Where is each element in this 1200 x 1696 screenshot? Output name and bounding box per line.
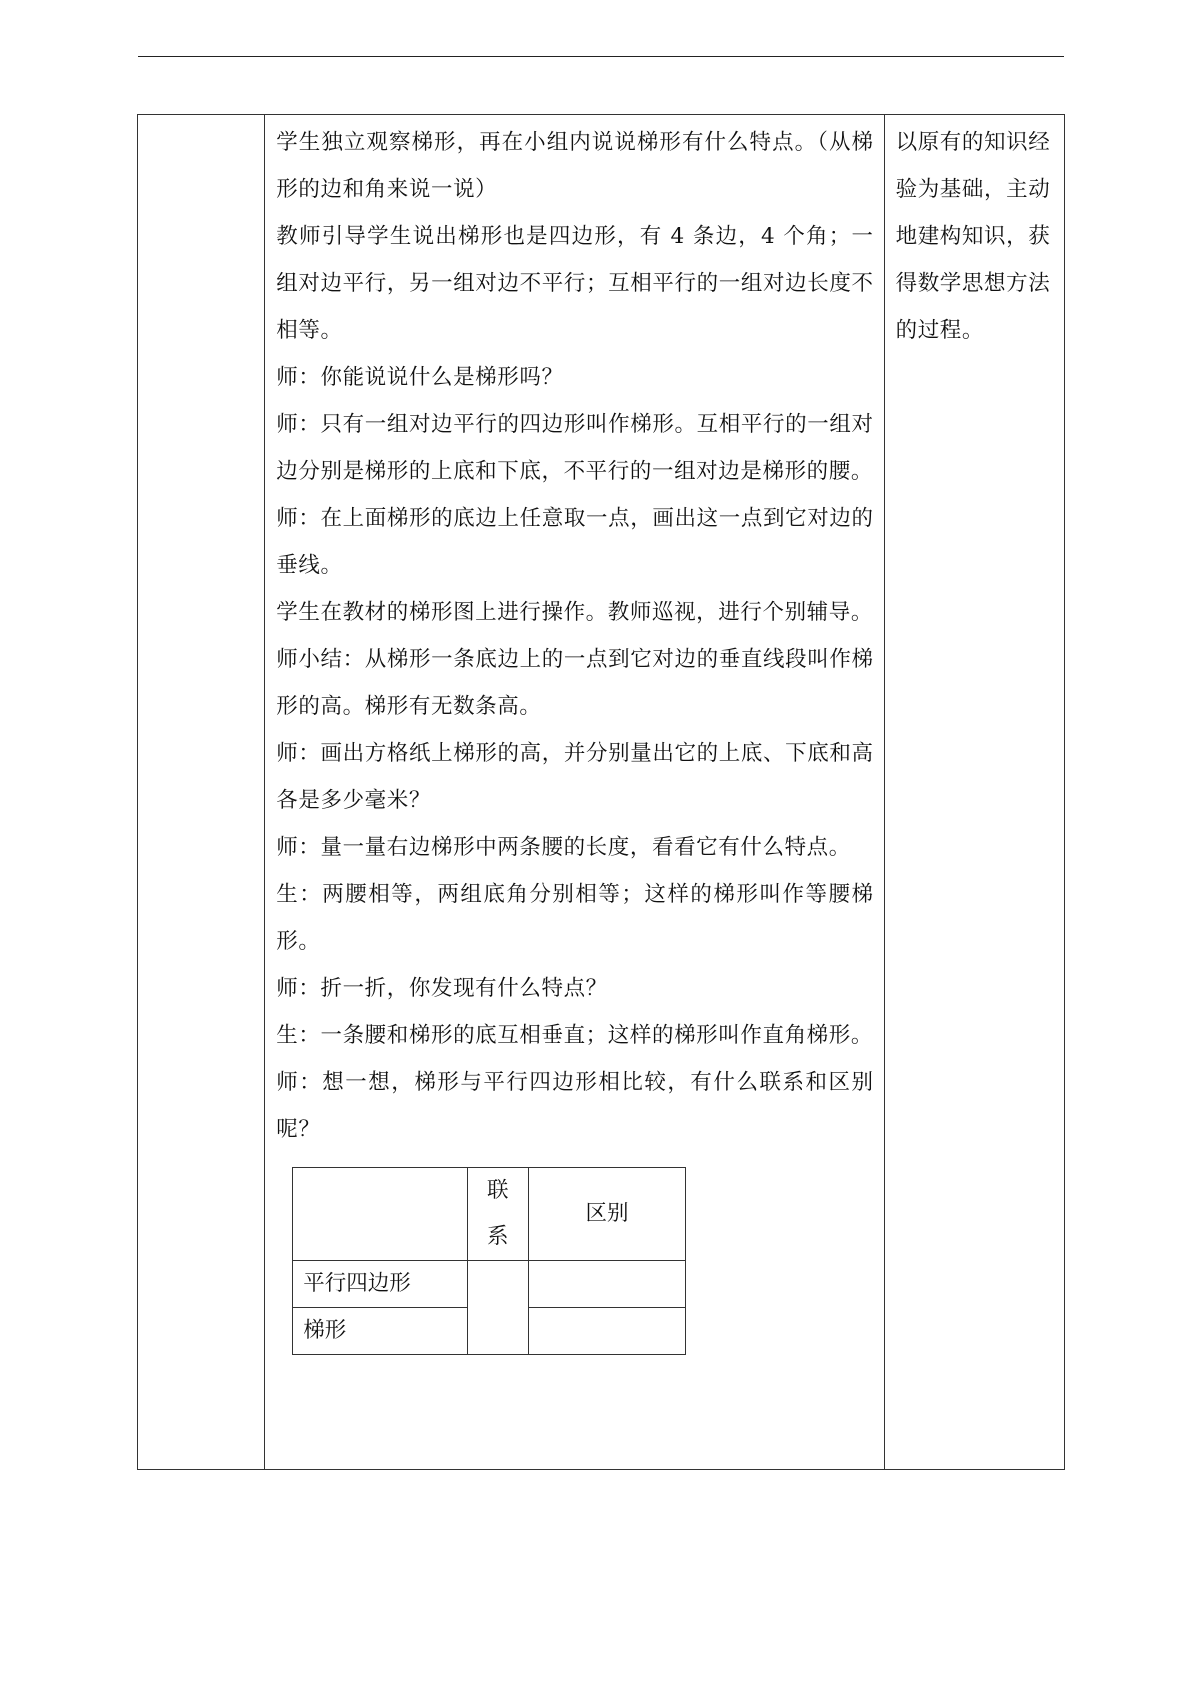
design-intent-cell: [884, 115, 1064, 1470]
comparison-difference-cell: [528, 1261, 685, 1308]
lesson-plan-table: [137, 114, 1065, 1470]
comparison-difference-cell: [528, 1308, 685, 1355]
process-paragraph: 师：想一想，梯形与平行四边形相比较，有什么联系和区别呢？: [276, 1070, 874, 1142]
process-paragraph: 生：一条腰和梯形的底互相垂直；这样的梯形叫作直角梯形。: [276, 1023, 873, 1048]
comparison-row-label: 梯形: [293, 1308, 468, 1355]
process-paragraph: 学生在教材的梯形图上进行操作。教师巡视，进行个别辅导。: [276, 600, 873, 625]
comparison-header-difference: 区别: [528, 1168, 685, 1261]
process-paragraph: 教师引导学生说出梯形也是四边形，有 4 条边，4 个角；一组对边平行，另一组对边不平行；互相平行的一组对边长度不相等。: [276, 224, 874, 343]
comparison-header-connection: 联系: [467, 1168, 528, 1261]
process-paragraph: 师：折一折，你发现有什么特点？: [276, 976, 608, 1001]
design-intent-text: 以原有的知识经验为基础，主动地建构知识，获得数学思想方法的过程。: [895, 130, 1051, 343]
process-paragraph: 学生独立观察梯形，再在小组内说说梯形有什么特点。（从梯形的边和角来说一说）: [276, 130, 874, 202]
comparison-connection-cell: [467, 1261, 528, 1355]
header-rule: [138, 56, 1064, 57]
comparison-row-label: 平行四边形: [293, 1261, 468, 1308]
process-paragraph: 师：在上面梯形的底边上任意取一点，画出这一点到它对边的垂线。: [276, 506, 874, 578]
process-paragraph: 师小结：从梯形一条底边上的一点到它对边的垂直线段叫作梯形的高。梯形有无数条高。: [276, 647, 874, 719]
process-paragraph: 师：画出方格纸上梯形的高，并分别量出它的上底、下底和高各是多少毫米？: [276, 741, 874, 813]
lesson-plan-row: [138, 115, 1065, 1470]
process-paragraph: 生：两腰相等，两组底角分别相等；这样的梯形叫作等腰梯形。: [276, 882, 874, 954]
comparison-table: [292, 1167, 686, 1355]
process-paragraph: 师：只有一组对边平行的四边形叫作梯形。互相平行的一组对边分别是梯形的上底和下底，不平行的一组对边是梯形的腰。: [276, 412, 874, 484]
comparison-header-empty: [293, 1168, 468, 1261]
comparison-header-row: [293, 1168, 686, 1261]
process-paragraph: 师：你能说说什么是梯形吗？: [276, 365, 564, 390]
process-paragraph: 师：量一量右边梯形中两条腰的长度，看看它有什么特点。: [276, 835, 851, 860]
comparison-row-parallelogram: [293, 1261, 686, 1308]
stage-cell: [138, 115, 265, 1470]
teaching-process-cell: [265, 115, 884, 1470]
